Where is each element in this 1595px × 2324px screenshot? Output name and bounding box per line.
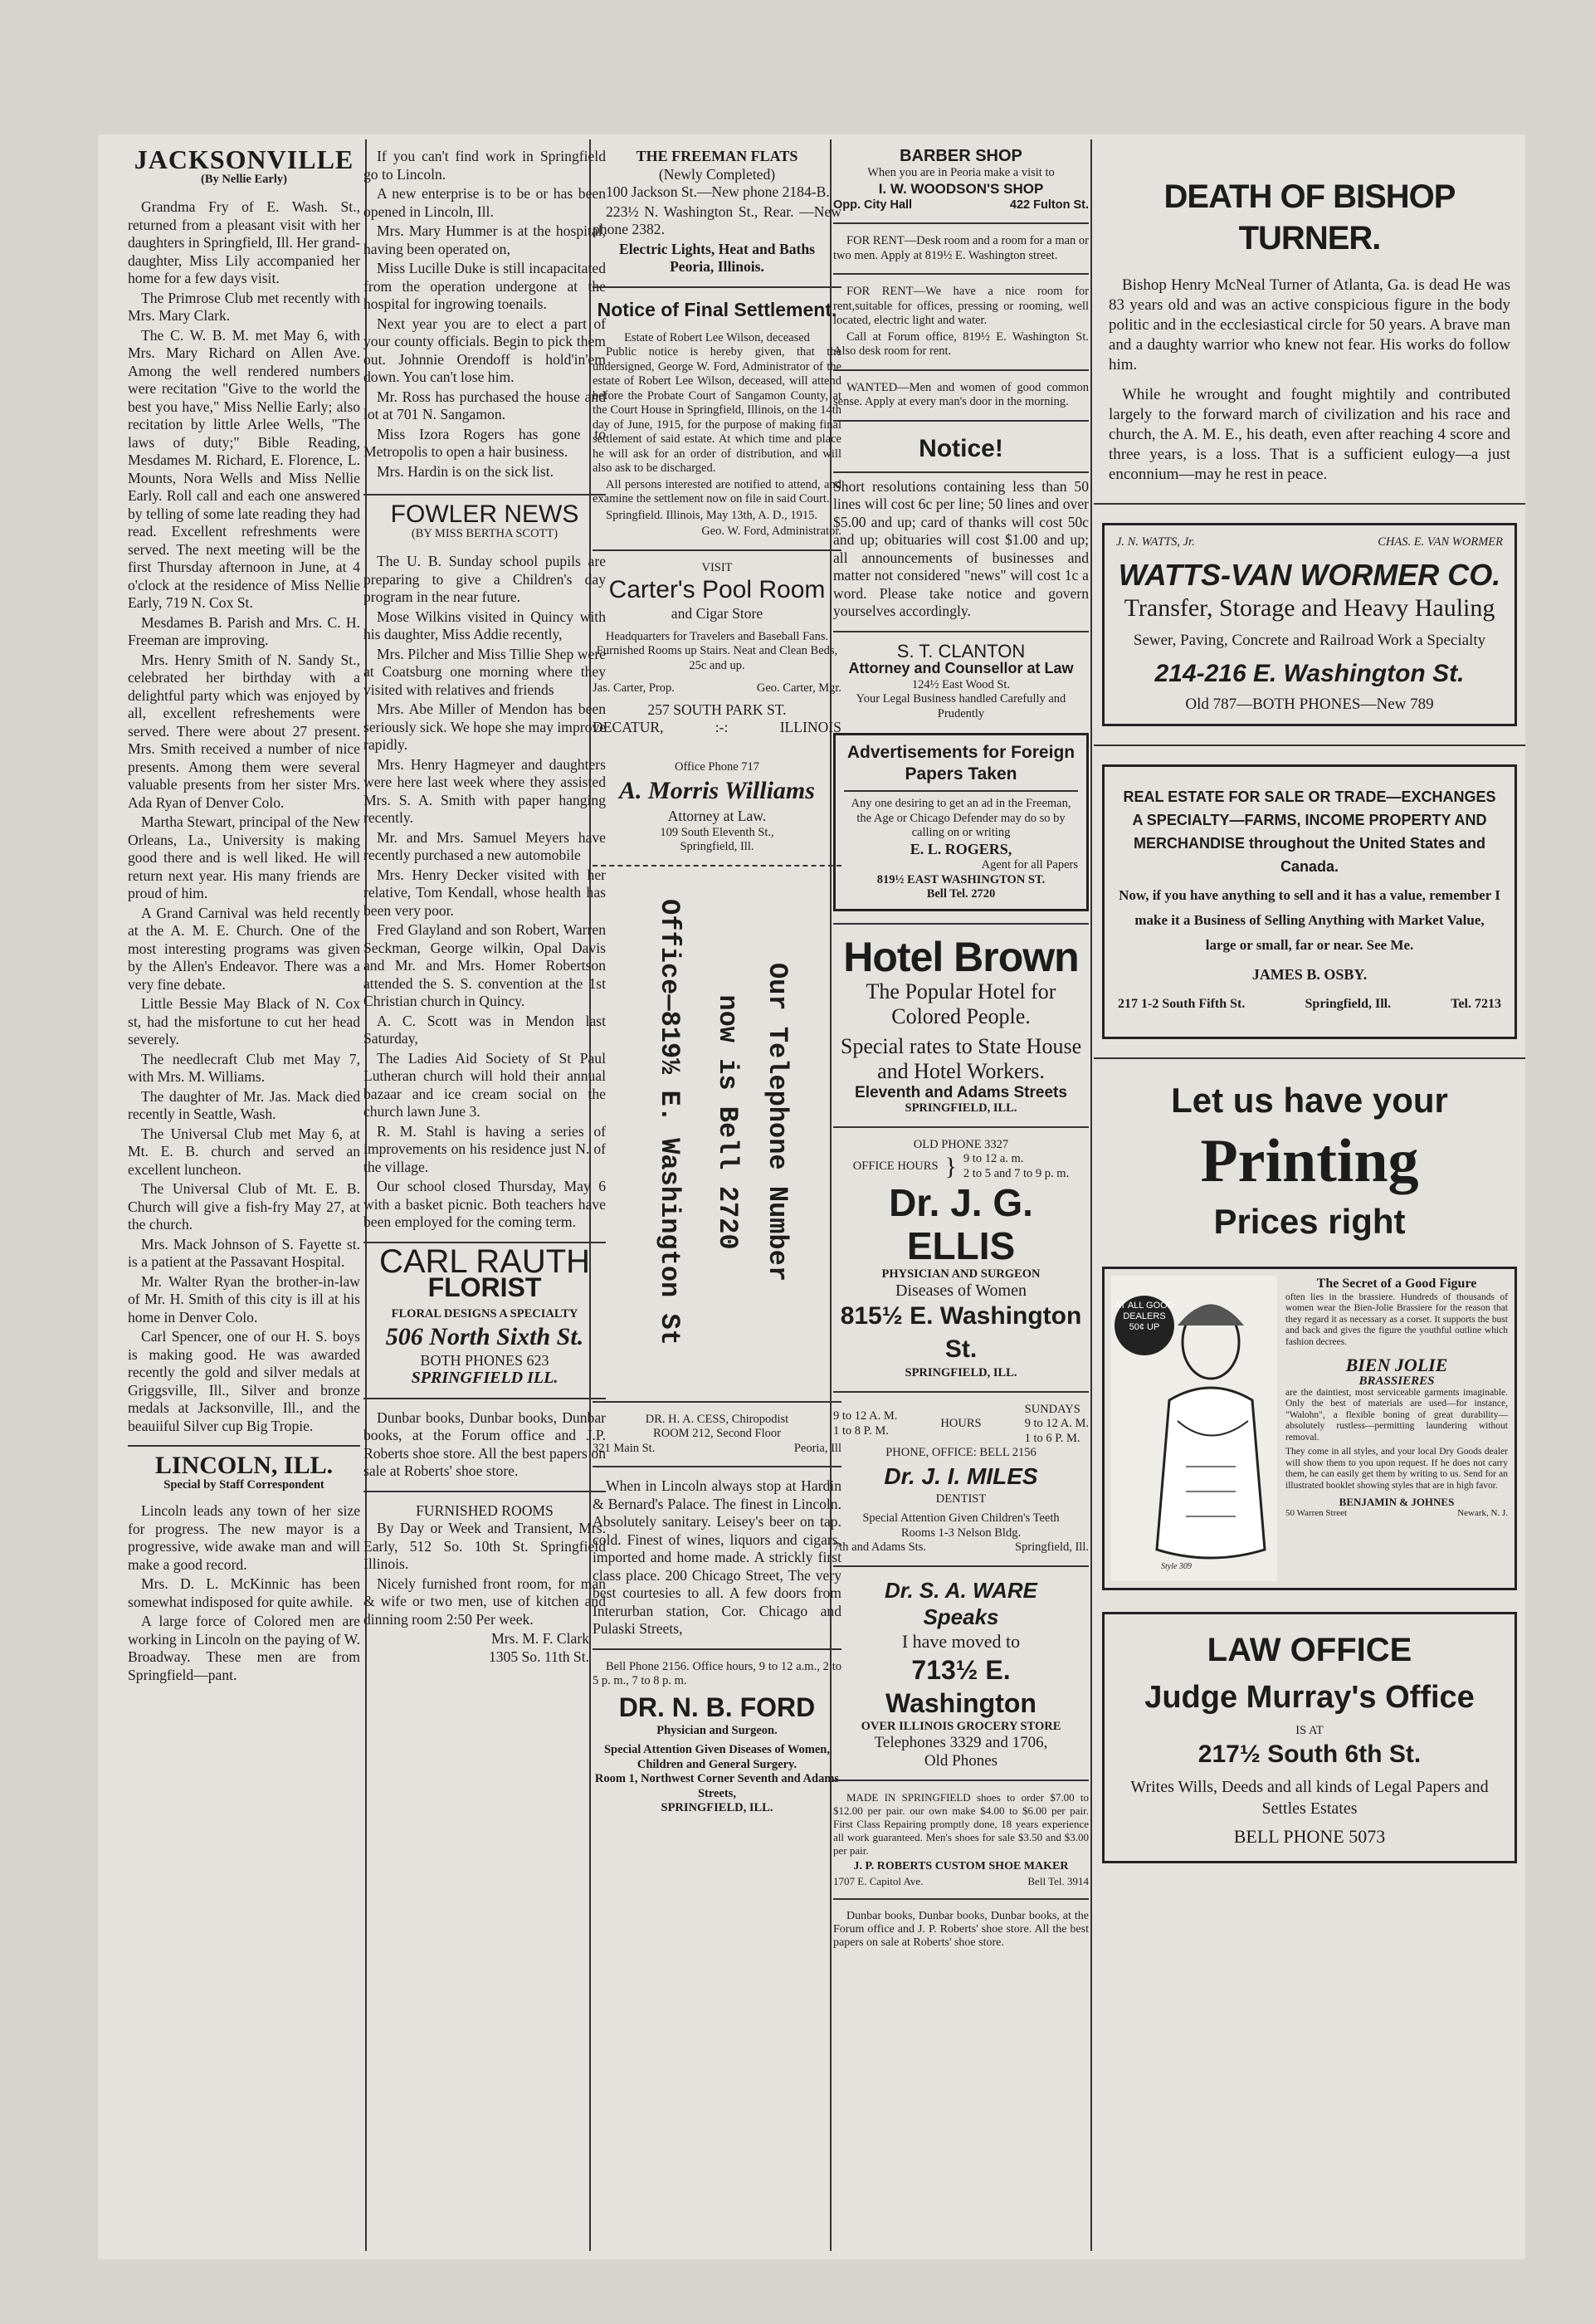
freeman-title: THE FREEMAN FLATS [636,148,798,164]
clark-name: Mrs. M. F. Clark [491,1630,589,1647]
carter-state: ILLINOIS [779,719,841,735]
column-4 [833,148,1089,2251]
jacksonville-paragraph: Mr. Walter Ryan the brother-in-law of Mr. H. Smith of this city is ill at his home in Denver Colo. [128,1272,360,1326]
barber-line-1: When you are in Peoria make a visit to [867,165,1055,179]
telephone-line-2: now is Bell 2720 [712,994,743,1250]
jacksonville-byline: (By Nellie Early) [201,172,287,186]
rauth-address: 506 North Sixth St. [385,1322,584,1350]
bra-text-1: often lies in the brassiere. Hundreds of thousands of women wear the Bien-Jolie Brassiere for the reason that they regard it as necessary as a corset. It supports the bust and back and gives the figure the youthful outline which fashion decrees. [1285,1291,1508,1347]
williams-city: Springfield, Ill. [680,840,754,853]
foreign-body: Any one desiring to get an ad in the Freeman, the Age or Chicago Defender may do so by calling on or writing [851,797,1071,839]
miles-s1: 9 to 12 A. M. [1024,1417,1089,1430]
hotel-line-2: Special rates to State House and Hotel Workers. [840,1033,1082,1083]
carter-title: Carter's Pool Room [608,576,826,603]
furnished-title: FURNISHED ROOMS [416,1501,554,1519]
ellis-hours-list [963,1152,1069,1181]
ford-ad [593,1660,841,1816]
foreign-title: Advertisements for Foreign Papers Taken [846,743,1076,784]
miles-ad [833,1403,1089,1555]
bishop-para-1: Bishop Henry McNeal Turner of Atlanta, Ga. is dead He was 83 years old and was an active conspicious figure in the body politic and in the ecclesiastical circle for 50 years. A brave man and a daughty warrior who knew not fear. His works do follow him. [1109,276,1510,374]
williams-address: 109 South Eleventh St., [660,825,774,839]
clark-address: 1305 So. 11th St. [488,1648,589,1665]
ware-telephones: Telephones 3329 and 1706, [874,1734,1048,1751]
printing-line-3: Prices right [1213,1201,1406,1241]
jacksonville-paragraph: The Universal Club met May 6, at Mt. E. B. church and served an excellent luncheon. [128,1125,360,1178]
lincoln-title: LINCOLN, ILL. [154,1452,334,1479]
dunbar-notice: Dunbar books, Dunbar books, Dunbar books, at the Forum office and J.P. Roberts shoe store. All the best papers on sale at Roberts' shoe store. [363,1409,606,1479]
for-rent-2: FOR RENT—We have a nice room for rent,suitable for offices, pressing or rooming, well located, electric light and water. [833,285,1089,327]
jacksonville-paragraph: Mesdames B. Parish and Mrs. C. H. Freeman are improving. [128,613,360,648]
watts-partners [1116,535,1503,550]
watts-address: 214-216 E. Washington St. [1154,660,1465,687]
rauth-line: FLORAL DESIGNS A SPECIALTY [391,1307,578,1321]
jacksonville-paragraph: Mrs. Henry Smith of N. Sandy St., celebrated her birthday with a delightful party which was enjoyed by all, excellent refreshements were served. There were about 27 present. Mrs. Smith received a number of nice presents. Among them were several valuable presents from her sister Mrs. Ada Ryan of Denver Colo. [128,651,360,811]
for-rent-3: Call at Forum office, 819½ E. Washington St. Also desk room for rent. [833,330,1089,358]
column-rule [1090,139,1092,2251]
miles-address-row [833,1540,1089,1555]
printing-line-1: Let us have your [1171,1080,1448,1120]
column-3 [593,148,841,2251]
carter-city-row [593,719,841,737]
cess-address-row [593,1442,841,1457]
miles-h2: 1 to 8 P. M. [833,1423,889,1438]
ford-phone: Bell Phone 2156. Office hours, 9 to 12 a.m., 2 to 5 p. m., 7 to 8 p. m. [593,1659,841,1687]
telephone-line-1: Our Telephone Number [762,962,793,1282]
ellis-hours [833,1152,1089,1181]
foreign-agent: Agent for all Papers [981,858,1078,872]
watts-name: WATTS-VAN WORMER CO. [1118,557,1501,592]
settlement-title: Notice of Final Settlement. [597,298,837,320]
furnished-text: By Day or Week and Transient, Mrs. Early, 512 So. 10th St. Springfield Illinois. [363,1520,606,1572]
divider [1094,503,1525,505]
printing-line-2: Printing [1200,1126,1419,1195]
shoes-address: 1707 E. Capitol Ave. [833,1874,924,1887]
divider [593,1401,841,1403]
barber-shop-ad [833,148,1089,212]
miles-title: DENTIST [935,1492,987,1506]
miles-s2: 1 to 6 P. M. [1024,1431,1080,1445]
law-name: Judge Murray's Office [1144,1679,1475,1715]
wanted-ad: WANTED—Men and women of good common sense. Apply at every man's door in the morning. [833,380,1089,408]
miles-city: Springfield, Ill. [1014,1540,1089,1554]
barber-address-row [833,198,1089,213]
lincoln-palace-ad: When in Lincoln always stop at Hardin & Bernard's Palace. The finest in Lincoln. Absolutely sanitary. Leisey's beer on tap. cold. Finest of wines, liquors and cigars, imported and home made. A strickly first class place. 200 Chicago Street, The very best courtesies to all. A few doors from Interurban station, Cor. Chicago and Pulaski Streets, [593,1477,841,1637]
osby-ad [1102,764,1517,1039]
divider [363,1398,606,1399]
divider [833,1565,1089,1567]
divider [833,471,1089,473]
ellis-title: PHYSICIAN AND SURGEON [881,1267,1041,1281]
jacksonville-paragraph: Little Bessie May Black of N. Cox st, had the misfortune to cut her head severely. [128,995,360,1047]
bra-company: BENJAMIN & JOHNES [1339,1496,1455,1508]
carter-subtitle: and Cigar Store [671,605,763,622]
shoes-tel: Bell Tel. 3914 [1027,1874,1089,1887]
watts-left: J. N. WATTS, Jr. [1116,535,1195,549]
williams-ad [593,760,841,855]
rauth-name: CARL RAUTH [378,1243,591,1280]
ellis-address: 815½ E. Washington St. [840,1302,1082,1363]
divider [593,1466,841,1467]
hotel-line-4: SPRINGFIELD, ILL. [905,1101,1017,1115]
ware-line-2: Speaks [923,1604,999,1629]
jacksonville-paragraph: The Universal Club of Mt. E. B. Church will give a fish-fry May 27, at the church. [128,1180,360,1233]
law-address: 217½ South 6th St. [1197,1741,1422,1768]
bra-title: The Secret of a Good Figure [1316,1276,1477,1291]
barber-line-3a: Opp. City Hall [833,198,913,212]
ware-line-3: I have moved to [901,1630,1021,1652]
foreign-tel: Bell Tel. 2720 [926,887,996,901]
ellis-phone: OLD PHONE 3327 [913,1137,1009,1151]
fowler-paragraph: The U. B. Sunday school pupils are preparing to give a Children's day program in the near future. [363,553,606,605]
fowler-paragraph: Mrs. Henry Hagmeyer and daughters were here last week where they assisted Mrs. S. A. Smith with paper hanging recently. [363,755,606,826]
divider [844,790,1078,792]
lincoln-paragraph: If you can't find work in Springfield go to Lincoln. [363,148,606,183]
watts-phones: Old 787—BOTH PHONES—New 789 [1185,696,1434,713]
lincoln-paragraph: Miss Lucille Duke is still incapacitated from the operation undergone at the hospital for ingrowing toenails. [363,260,606,312]
ford-city: SPRINGFIELD, ILL. [661,1801,773,1814]
divider [1094,745,1525,746]
divider [363,1491,606,1492]
fowler-paragraph: Our school closed Thursday, May 6 with a basket picnic. Both teachers have been employed for the coming term. [363,1178,606,1230]
lincoln-paragraph: Mr. Ross has purchased the house and lot at 701 N. Sangamon. [363,388,606,422]
carter-separator: :-: [715,719,729,735]
ellis-sub: Diseases of Women [895,1281,1027,1300]
hotel-name: Hotel Brown [843,933,1079,980]
miles-street: 7th and Adams Sts. [833,1540,926,1554]
carter-staff [593,681,841,696]
divider [833,273,1089,275]
bra-address-row [1285,1508,1508,1520]
ellis-name: Dr. J. G. ELLIS [889,1181,1033,1267]
lincoln-paragraph: Lincoln leads any town of her size for progress. The new mayor is a progressive, wide awake man and will make a good record. [128,1502,360,1573]
carter-visit: VISIT [701,560,733,574]
carter-body: Headquarters for Travelers and Baseball Fans. Furnished Rooms up Stairs. Neat and Clean Beds, 25c and up. [596,629,838,672]
ellis-hours-2: 2 to 5 and 7 to 9 p. m. [963,1166,1070,1180]
barber-title: BARBER SHOP [900,148,1022,165]
osby-address: 217 1-2 South Fifth St. [1118,997,1246,1011]
ford-room: Room 1, Northwest Corner Seventh and Adams Streets, [594,1772,840,1800]
divider [833,420,1089,422]
miles-hours-row [833,1403,1089,1447]
jacksonville-article [128,198,360,1435]
divider [593,1648,841,1650]
shoes-address-row [833,1874,1089,1889]
brace-icon: } [944,1152,957,1180]
bra-illustration [1111,1276,1277,1581]
williams-name: A. Morris Williams [619,777,815,804]
jacksonville-paragraph: The needlecraft Club met May 7, with Mrs. M. Williams. [128,1050,360,1085]
bra-dealers: AT ALL GOOD DEALERS 50¢ UP [1115,1300,1174,1332]
law-title: LAW OFFICE [1207,1631,1412,1668]
jacksonville-title: JACKSONVILLE [134,148,354,174]
law-body: Writes Wills, Deeds and all kinds of Legal Papers and Settles Estates [1130,1778,1489,1818]
ellis-hours-1: 9 to 12 a. m. [963,1152,1024,1165]
lincoln-paragraph: Miss Izora Rogers has gone to Metropolis to open a hair business. [363,425,606,460]
column-2 [363,148,606,2251]
miles-s0: SUNDAYS [1024,1402,1080,1416]
jacksonville-paragraph: Martha Stewart, principal of the New Orleans, La., University is making good there and is well liked. He will return next year. His many friends are proud of him. [128,813,360,901]
fowler-paragraph: Mrs. Henry Decker visited with her relative, Tom Kendall, whose health has been very poor. [363,866,606,919]
carter-address: 257 SOUTH PARK ST. [647,701,787,718]
carter-prop: Jas. Carter, Prop. [593,681,675,695]
rauth-city: SPRINGFIELD ILL. [411,1369,558,1387]
newspaper-page [98,134,1525,2259]
bra-brand: BIEN JOLIE [1345,1355,1448,1375]
miles-phone: PHONE, OFFICE: BELL 2156 [885,1446,1037,1459]
freeman-line-4: Peoria, Illinois. [670,258,764,275]
freeman-subtitle: (Newly Completed) [658,165,776,183]
telephone-notice [593,876,841,1391]
fowler-paragraph: Mose Wilkins visited in Quincy with his daughter, Miss Addie recently, [363,608,606,642]
fowler-paragraph: Fred Glayland and son Robert, Warren Seckman, George wilkin, Opal Davis and Mr. and Mrs. Homer Robertson attended the S. S. convention at the 1st Christian church in Quincy. [363,921,606,1009]
jacksonville-paragraph: Grandma Fry of E. Wash. St., returned from a pleasant visit with her daughters in Springfield, Ill. Her grand-daughter, Miss Lily accompanied her home for a few days visit. [128,198,360,286]
printing-ad [1094,1077,1525,1245]
lincoln-article-continued [363,148,606,481]
fowler-paragraph: A. C. Scott was in Mendon last Saturday, [363,1012,606,1047]
ware-address: 713½ E. Washington [885,1654,1037,1718]
clanton-name: S. T. CLANTON [896,640,1026,662]
clanton-title: Attorney and Counsellor at Law [848,660,1074,676]
lincoln-paragraph: A new enterprise is to be or has been opened in Lincoln, Ill. [363,185,606,220]
settlement-estate: Estate of Robert Lee Wilson, deceased [624,330,810,344]
osby-tel: Tel. 7213 [1451,997,1501,1011]
law-phone: BELL PHONE 5073 [1233,1826,1386,1847]
for-rent-1: FOR RENT—Desk room and a room for a man or two men. Apply at 819½ E. Washington street. [833,234,1089,262]
shoes-body: MADE IN SPRINGFIELD shoes to order $7.00 to $12.00 per pair. our own make $4.00 to $6.00 per pair. First Class Repairing promptly done, 18 years experience all work guaranteed. Men's shoes for sale $3.50 and $3.00 per pair. [833,1791,1089,1857]
divider [833,369,1089,371]
carter-pool-room-ad [593,561,841,737]
fowler-paragraph: The Ladies Aid Society of St Paul Lutheran church will hold their annual bazaar and ice cream social on the church lawn June 3. [363,1049,606,1120]
law-office-ad [1102,1612,1517,1863]
bishop-title: DEATH OF BISHOP TURNER. [1163,178,1456,256]
divider [833,1391,1089,1393]
barber-line-3b: 422 Fulton St. [1009,198,1089,212]
freeman-line-2: 223½ N. Washington St., Rear. —New phone 2382. [593,203,841,237]
divider [363,494,606,496]
miles-hours-label: HOURS [940,1417,982,1430]
ware-line-1: Dr. S. A. WARE [885,1577,1037,1603]
cess-line-2: ROOM 212, Second Floor [653,1427,781,1440]
fowler-paragraph: Mrs. Pilcher and Miss Tillie Shep were at Coatsburg one morning where they visited with relatives and friends [363,645,606,698]
divider [833,923,1089,925]
fowler-paragraph: R. M. Stahl is having a series of improvements on his residence just N. of the village. [363,1122,606,1175]
cess-city: Peoria, Ill [793,1441,841,1455]
bishop-article [1094,176,1525,485]
ellis-hours-label: OFFICE HOURS [852,1159,939,1173]
bra-text-2: are the daintiest, most serviceable garments imaginable. Only the best of materials are used—for instance, "Walohn", a flexible boning of great durability—absolutely rustless—permitting laundering without removal. [1285,1387,1508,1443]
notice-body: Short resolutions containing less than 50 lines will cost 6c per line; 50 lines and over $5.00 and up; card of thanks will cost 50c and up; obituaries will cost $1.00 and up; all announcements of businesses and matter not considered "news" will cost 1c a word. Please take notice and govern yourselves accordingly. [833,477,1089,619]
watts-sub: Transfer, Storage and Heavy Hauling [1124,593,1495,622]
bra-address: 50 Warren Street [1285,1507,1348,1518]
notice-title: Notice! [919,434,1003,462]
clanton-body: Your Legal Business handled Carefully and Prudently [856,692,1066,720]
lincoln-article [128,1502,360,1684]
cess-ad [593,1413,841,1457]
cess-line-1: DR. H. A. CESS, Chiropodist [645,1412,789,1426]
settlement-date: Springfield. Illinois, May 13th, A. D., 1915. [606,508,817,522]
jacksonville-paragraph: Mrs. Mack Johnson of S. Fayette st. is a patient at the Passavant Hospital. [128,1235,360,1270]
divider [128,1445,360,1447]
osby-city: Springfield, Ill. [1305,997,1392,1011]
osby-address-row [1118,995,1501,1013]
miles-rooms: Rooms 1-3 Nelson Bldg. [900,1526,1022,1540]
miles-special: Special Attention Given Children's Teeth [862,1511,1060,1525]
lincoln-paragraph: Mrs. D. L. McKinnic has been somewhat indisposed for quite awhile. [128,1575,360,1610]
settlement-body: Public notice is hereby given, that the undersigned, George W. Ford, Administrator of the estate of Robert Lee Wilson, deceased, will attend before the Probate Court of Sangamon County, at the Court House in Springfield, Illinois, on the 14th day of June, 1915, for the purpose of making final settlement of said estate. At which time and place he will ask for an order of distribution, and will also ask to be discharged. [593,345,841,475]
ellis-city: SPRINGFIELD, ILL. [905,1366,1017,1379]
ford-special: Special Attention Given Diseases of Women, Children and General Surgery. [603,1743,830,1771]
miles-weekday-hours [833,1409,897,1438]
bra-brassieres: BRASSIERES [1358,1374,1435,1388]
freeman-line-1: 100 Jackson St.—New phone 2184-B. [606,183,830,200]
bra-city: Newark, N. J. [1457,1507,1508,1518]
miles-sunday-hours [1025,1403,1089,1447]
ford-name: DR. N. B. FORD [618,1692,816,1722]
watts-specialty: Sewer, Paving, Concrete and Railroad Work a Specialty [1133,631,1486,649]
freeman-line-3: Electric Lights, Heat and Baths [618,240,816,257]
bra-style: Style 309 [1161,1562,1192,1571]
osby-name: JAMES B. OSBY. [1251,965,1368,983]
watts-right: CHAS. E. VAN WORMER [1378,535,1503,549]
williams-phone: Office Phone 717 [674,759,760,774]
divider [833,1126,1089,1128]
lincoln-paragraph: Next year you are to elect a part of your county officials. Begin to pick them out. Johnnie Orendoff is hold'in'em down. You can't lose him. [363,315,606,385]
fowler-title: FOWLER NEWS [390,500,579,528]
fowler-paragraph: Mrs. Abe Miller of Mendon has been seriously sick. We hope she may improve rapidly. [363,701,606,753]
jacksonville-paragraph: Carl Spencer, one of our H. S. boys is making good. He was awarded recently the gold and silver medals at Griggsville, Ill., Silver and bronze medals at Jacksonville, Ill., and the beauiiful Silver cup Big Tropie. [128,1328,360,1434]
williams-title: Attorney at Law. [667,808,767,824]
jacksonville-paragraph: A Grand Carnival was held recently at the A. M. E. Church. One of the most interesting programs was given by the Allen's Endeavor. There was a very fine debate. [128,904,360,993]
bishop-para-2: While he wrought and fought mightily and contributed largely to the forward march of civilization and his race and church, the A. M. E., his death, even after reaching 4 score and three years, is a loss. That is a sufficient eulogy—a just enconnium—may he rest in peace. [1109,386,1510,483]
bra-text [1285,1276,1508,1581]
carter-mgr: Geo. Carter, Mgr. [756,681,841,695]
jacksonville-paragraph: The Primrose Club met recently with Mrs. Mary Clark. [128,289,360,324]
dunbar-notice-2: Dunbar books, Dunbar books, Dunbar books, at the Forum office and J. P. Roberts' shoe store. All the best papers on sale at Roberts' shoe store. [833,1910,1089,1949]
hotel-line-1: The Popular Hotel for Colored People. [866,979,1056,1028]
shoes-name: J. P. ROBERTS CUSTOM SHOE MAKER [853,1860,1069,1872]
law-is: IS AT [1295,1723,1324,1737]
divider [833,631,1089,632]
bien-jolie-ad [1102,1267,1517,1590]
ware-ad [833,1577,1089,1770]
foreign-papers-ad [833,733,1089,911]
divider [593,286,841,288]
jacksonville-paragraph: The C. W. B. M. met May 6, with Mrs. Mary Richard on Allen Ave. Among the well rendered numbers were recitation "Give to the world the best you have," Miss Nellie Early; also recitation by little Arlee Wells, "The laws of duty;" Bible Reading, Mesdames M. Richard, E. Florence, L. Mounts, Nora Wells and Miss Nellie Early. Roll call and each one answered by telling of some late reading they had read. Excellent refreshments were served. The next meeting will be the first Thursday afternoon in June, at 4 o'clock at the residence of Miss Nellie Early, 719 N. Cox St. [128,326,360,611]
carl-rauth-ad [363,1243,606,1388]
divider [833,222,1089,224]
foreign-address: 819½ EAST WASHINGTON ST. [876,872,1046,886]
column-1 [128,148,360,2251]
final-settlement-notice [593,298,841,540]
divider [593,865,841,867]
osby-line-2: Now, if you have anything to sell and it has a value, remember I make it a Business of Selling Anything with Market Value, large or small, far or near. See Me. [1119,886,1500,953]
ware-store: OVER ILLINOIS GROCERY STORE [861,1719,1061,1733]
lincoln-paragraph: A large force of Colored men are working in Lincoln on the paying of W. Broadway. These men are from Springfield—pant. [128,1613,360,1683]
freeman-flats-ad [593,148,841,276]
lincoln-paragraph: Mrs. Hardin is on the sick list. [377,462,554,480]
telephone-line-3: Office—819½ E. Washington St [654,898,685,1345]
barber-line-2: I. W. WOODSON'S SHOP [878,181,1044,197]
lincoln-byline: Special by Staff Correspondent [163,1477,324,1492]
fowler-article [363,553,606,1232]
miles-name: Dr. J. I. MILES [884,1462,1038,1489]
rauth-phones: BOTH PHONES 623 [420,1351,549,1369]
hotel-brown-ad [833,935,1089,1116]
watts-van-wormer-ad [1102,523,1517,726]
rauth-florist: FLORIST [427,1272,542,1302]
cess-address: 321 Main St. [593,1441,656,1455]
divider [833,1780,1089,1781]
settlement-signature: Geo. W. Ford, Administrator. [701,525,841,538]
ellis-ad [833,1138,1089,1381]
carter-city: DECATUR, [593,719,664,735]
ford-title: Physician and Surgeon. [656,1723,778,1737]
column-5 [1094,148,1525,2251]
divider [1094,1057,1525,1059]
divider [833,1898,1089,1900]
clanton-ad [833,642,1089,722]
ware-old-phones: Old Phones [924,1751,998,1770]
bra-text-3: They come in all styles, and your local Dry Goods dealer will show them to you upon request. If he does not carry them, he can easily get them by writing to us. Send for an illustrated booklet showing styles that are in high favor. [1285,1447,1508,1491]
foreign-name: E. L. ROGERS, [910,840,1012,857]
hotel-line-3: Eleventh and Adams Streets [855,1083,1067,1101]
front-room-text: Nicely furnished front room, for man & wife or two men, use of kitchen and dinning room 2:50 Per week. [363,1575,606,1628]
divider [593,549,841,551]
settlement-body-2: All persons interested are notified to attend, and examine the settlement now on file in said Court. [593,477,841,505]
miles-h1: 9 to 12 A. M. [833,1409,898,1423]
jacksonville-paragraph: The daughter of Mr. Jas. Mack died recently in Seattle, Wash. [128,1087,360,1122]
osby-line-1: REAL ESTATE FOR SALE OR TRADE—EXCHANGES A SPECIALTY—FARMS, INCOME PROPERTY AND MERCHANDISE throughout the United States and Canada. [1123,788,1496,875]
clanton-address: 124½ East Wood St. [911,677,1011,691]
lincoln-paragraph: Mrs. Mary Hummer is at the hospital, having been operated on, [363,222,606,257]
fowler-byline: (BY MISS BERTHA SCOTT) [411,526,558,540]
fowler-paragraph: Mr. and Mrs. Samuel Meyers have recently purchased a new automobile [363,828,606,863]
